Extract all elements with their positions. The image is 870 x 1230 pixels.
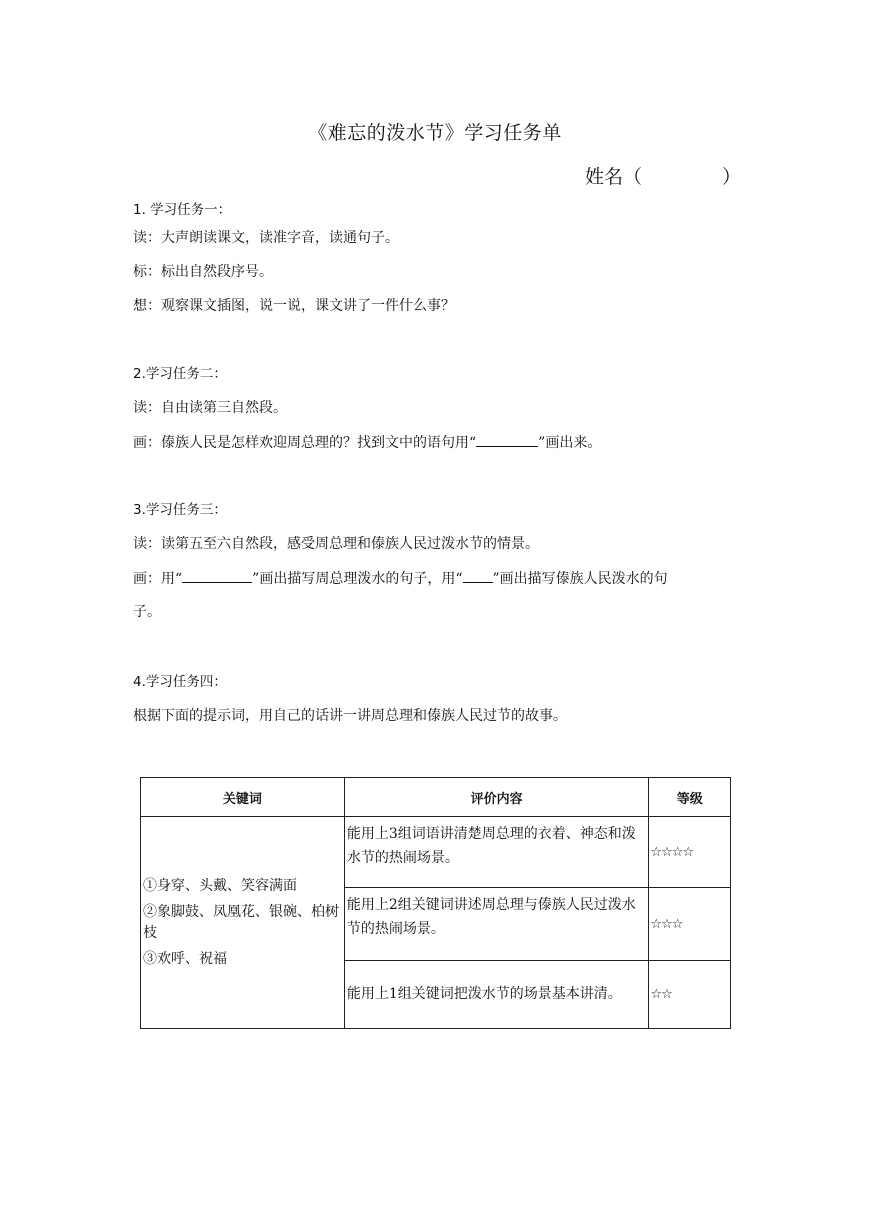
task-2-heading: 2.学习任务二： — [133, 366, 227, 382]
keyword-group-1: ①身穿、头戴、笑容满面 — [143, 877, 297, 894]
task-3-draw — [133, 568, 668, 589]
task-2-draw — [133, 432, 601, 453]
task-2-draw-before: 画：傣族人民是怎样欢迎周总理的？找到文中的语句用“ — [133, 435, 477, 451]
task-1-heading: 1. 学习任务一： — [133, 202, 232, 218]
table-header-row — [141, 778, 731, 817]
task-3-read: 读：读第五至六自然段，感受周总理和傣族人民过泼水节的情景。 — [133, 536, 539, 552]
underline-blank — [182, 568, 252, 583]
task-3-draw-part3: ”画出描写傣族人民泼水的句 — [492, 571, 668, 587]
task-4-instruction: 根据下面的提示词，用自己的话讲一讲周总理和傣族人民过节的故事。 — [133, 708, 567, 724]
task-2-draw-after: ”画出来。 — [538, 435, 602, 451]
header-content: 评价内容 — [344, 778, 649, 817]
page-title: 《难忘的泼水节》学习任务单 — [308, 122, 562, 144]
task-3-draw-continued: 子。 — [133, 604, 161, 620]
underline-blank — [476, 432, 538, 447]
evaluation-table — [140, 777, 731, 1029]
name-label: 姓名（ — [585, 166, 643, 188]
header-grade: 等级 — [649, 778, 731, 817]
criteria-cell: 能用上2组关键词讲述周总理与傣族人民过泼水节的热闹场景。 — [344, 888, 649, 961]
grade-stars: ☆☆ — [649, 961, 731, 1029]
table-row — [141, 817, 731, 888]
task-1-read: 读：大声朗读课文，读准字音，读通句子。 — [133, 230, 399, 246]
underline-blank-short — [463, 568, 493, 583]
keyword-group-2: ②象脚鼓、凤凰花、银碗、柏树枝 — [143, 903, 339, 941]
header-keywords: 关键词 — [141, 778, 345, 817]
name-field — [585, 162, 741, 189]
task-1-think: 想：观察课文插图，说一说，课文讲了一件什么事？ — [133, 298, 455, 314]
keyword-group-3: ③欢呼、祝福 — [143, 950, 227, 967]
criteria-cell: 能用上1组关键词把泼水节的场景基本讲清。 — [344, 961, 649, 1029]
task-1-mark: 标：标出自然段序号。 — [133, 264, 273, 280]
task-3-draw-part2: ”画出描写周总理泼水的句子，用“ — [252, 571, 463, 587]
keywords-cell — [141, 817, 345, 1029]
task-3-heading: 3.学习任务三： — [133, 502, 227, 518]
criteria-cell: 能用上3组词语讲清楚周总理的衣着、神态和泼水节的热闹场景。 — [344, 817, 649, 888]
task-3-draw-part1: 画：用“ — [133, 571, 183, 587]
name-close: ） — [722, 166, 742, 188]
grade-stars: ☆☆☆☆ — [649, 817, 731, 888]
task-2-read: 读：自由读第三自然段。 — [133, 400, 287, 416]
task-4-heading: 4.学习任务四： — [133, 674, 227, 690]
grade-stars: ☆☆☆ — [649, 888, 731, 961]
